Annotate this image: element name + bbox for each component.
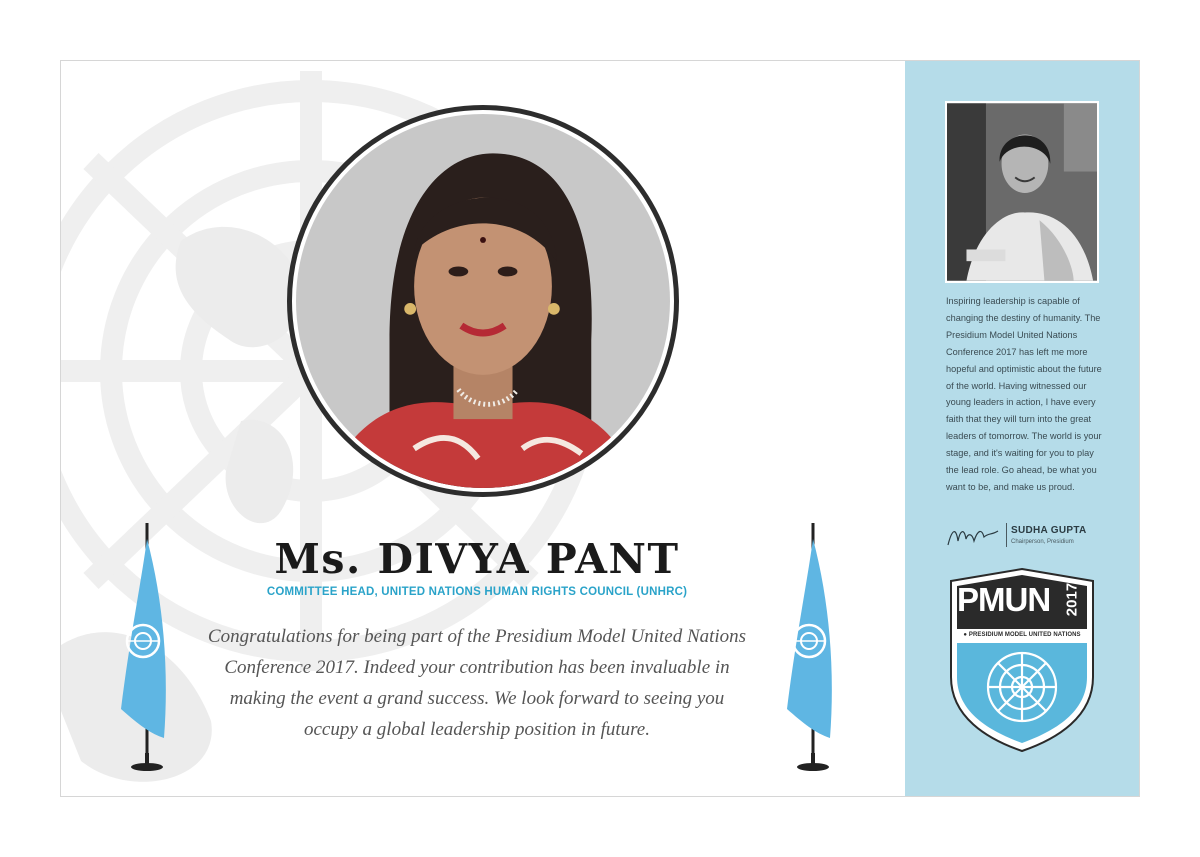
signatory-name: SUDHA GUPTA	[1011, 525, 1087, 536]
chairperson-image	[947, 103, 1097, 281]
signature-icon	[946, 523, 1002, 549]
recipient-photo	[296, 114, 670, 488]
recipient-portrait	[287, 105, 679, 497]
chairperson-photo	[945, 101, 1099, 283]
signature-divider	[1006, 523, 1007, 547]
congratulations-message: Congratulations for being part of the Presidium Model United Nations Conference 2017. Indeed your contribution has been invaluable in making the event a grand success. We look forward to seeing you occupy a global leadership position in future.	[207, 626, 747, 740]
chairperson-quote: Inspiring leadership is capable of changing the destiny of humanity. The Presidium Model United Nations Conference 2017 has left me more hopeful and optimistic about the future of the world. Having witnessed our young leaders in action, I have every faith that they will turn into the great leaders of tomorrow. The world is your stage, and it's waiting for you to play the lead role. Go ahead, be what you want to be, and make us proud.	[946, 296, 1102, 492]
recipient-role: COMMITTEE HEAD, UNITED NATIONS HUMAN RIGHTS COUNCIL (UNHRC)	[266, 586, 688, 598]
certificate	[60, 60, 1140, 797]
signature-block	[946, 521, 1116, 551]
signatory-title: Chairperson, Presidium	[1011, 539, 1074, 545]
recipient-name: Ms. DIVYA PANT	[274, 535, 680, 583]
chairperson-sidebar	[905, 61, 1140, 797]
badge-subtitle: ● PRESIDIUM MODEL UNITED NATIONS	[963, 632, 1081, 638]
badge-title: PMUN	[957, 581, 1051, 618]
badge-year: 2017	[1063, 582, 1081, 617]
pmun-badge	[947, 567, 1097, 753]
un-emblem-icon	[988, 653, 1056, 721]
